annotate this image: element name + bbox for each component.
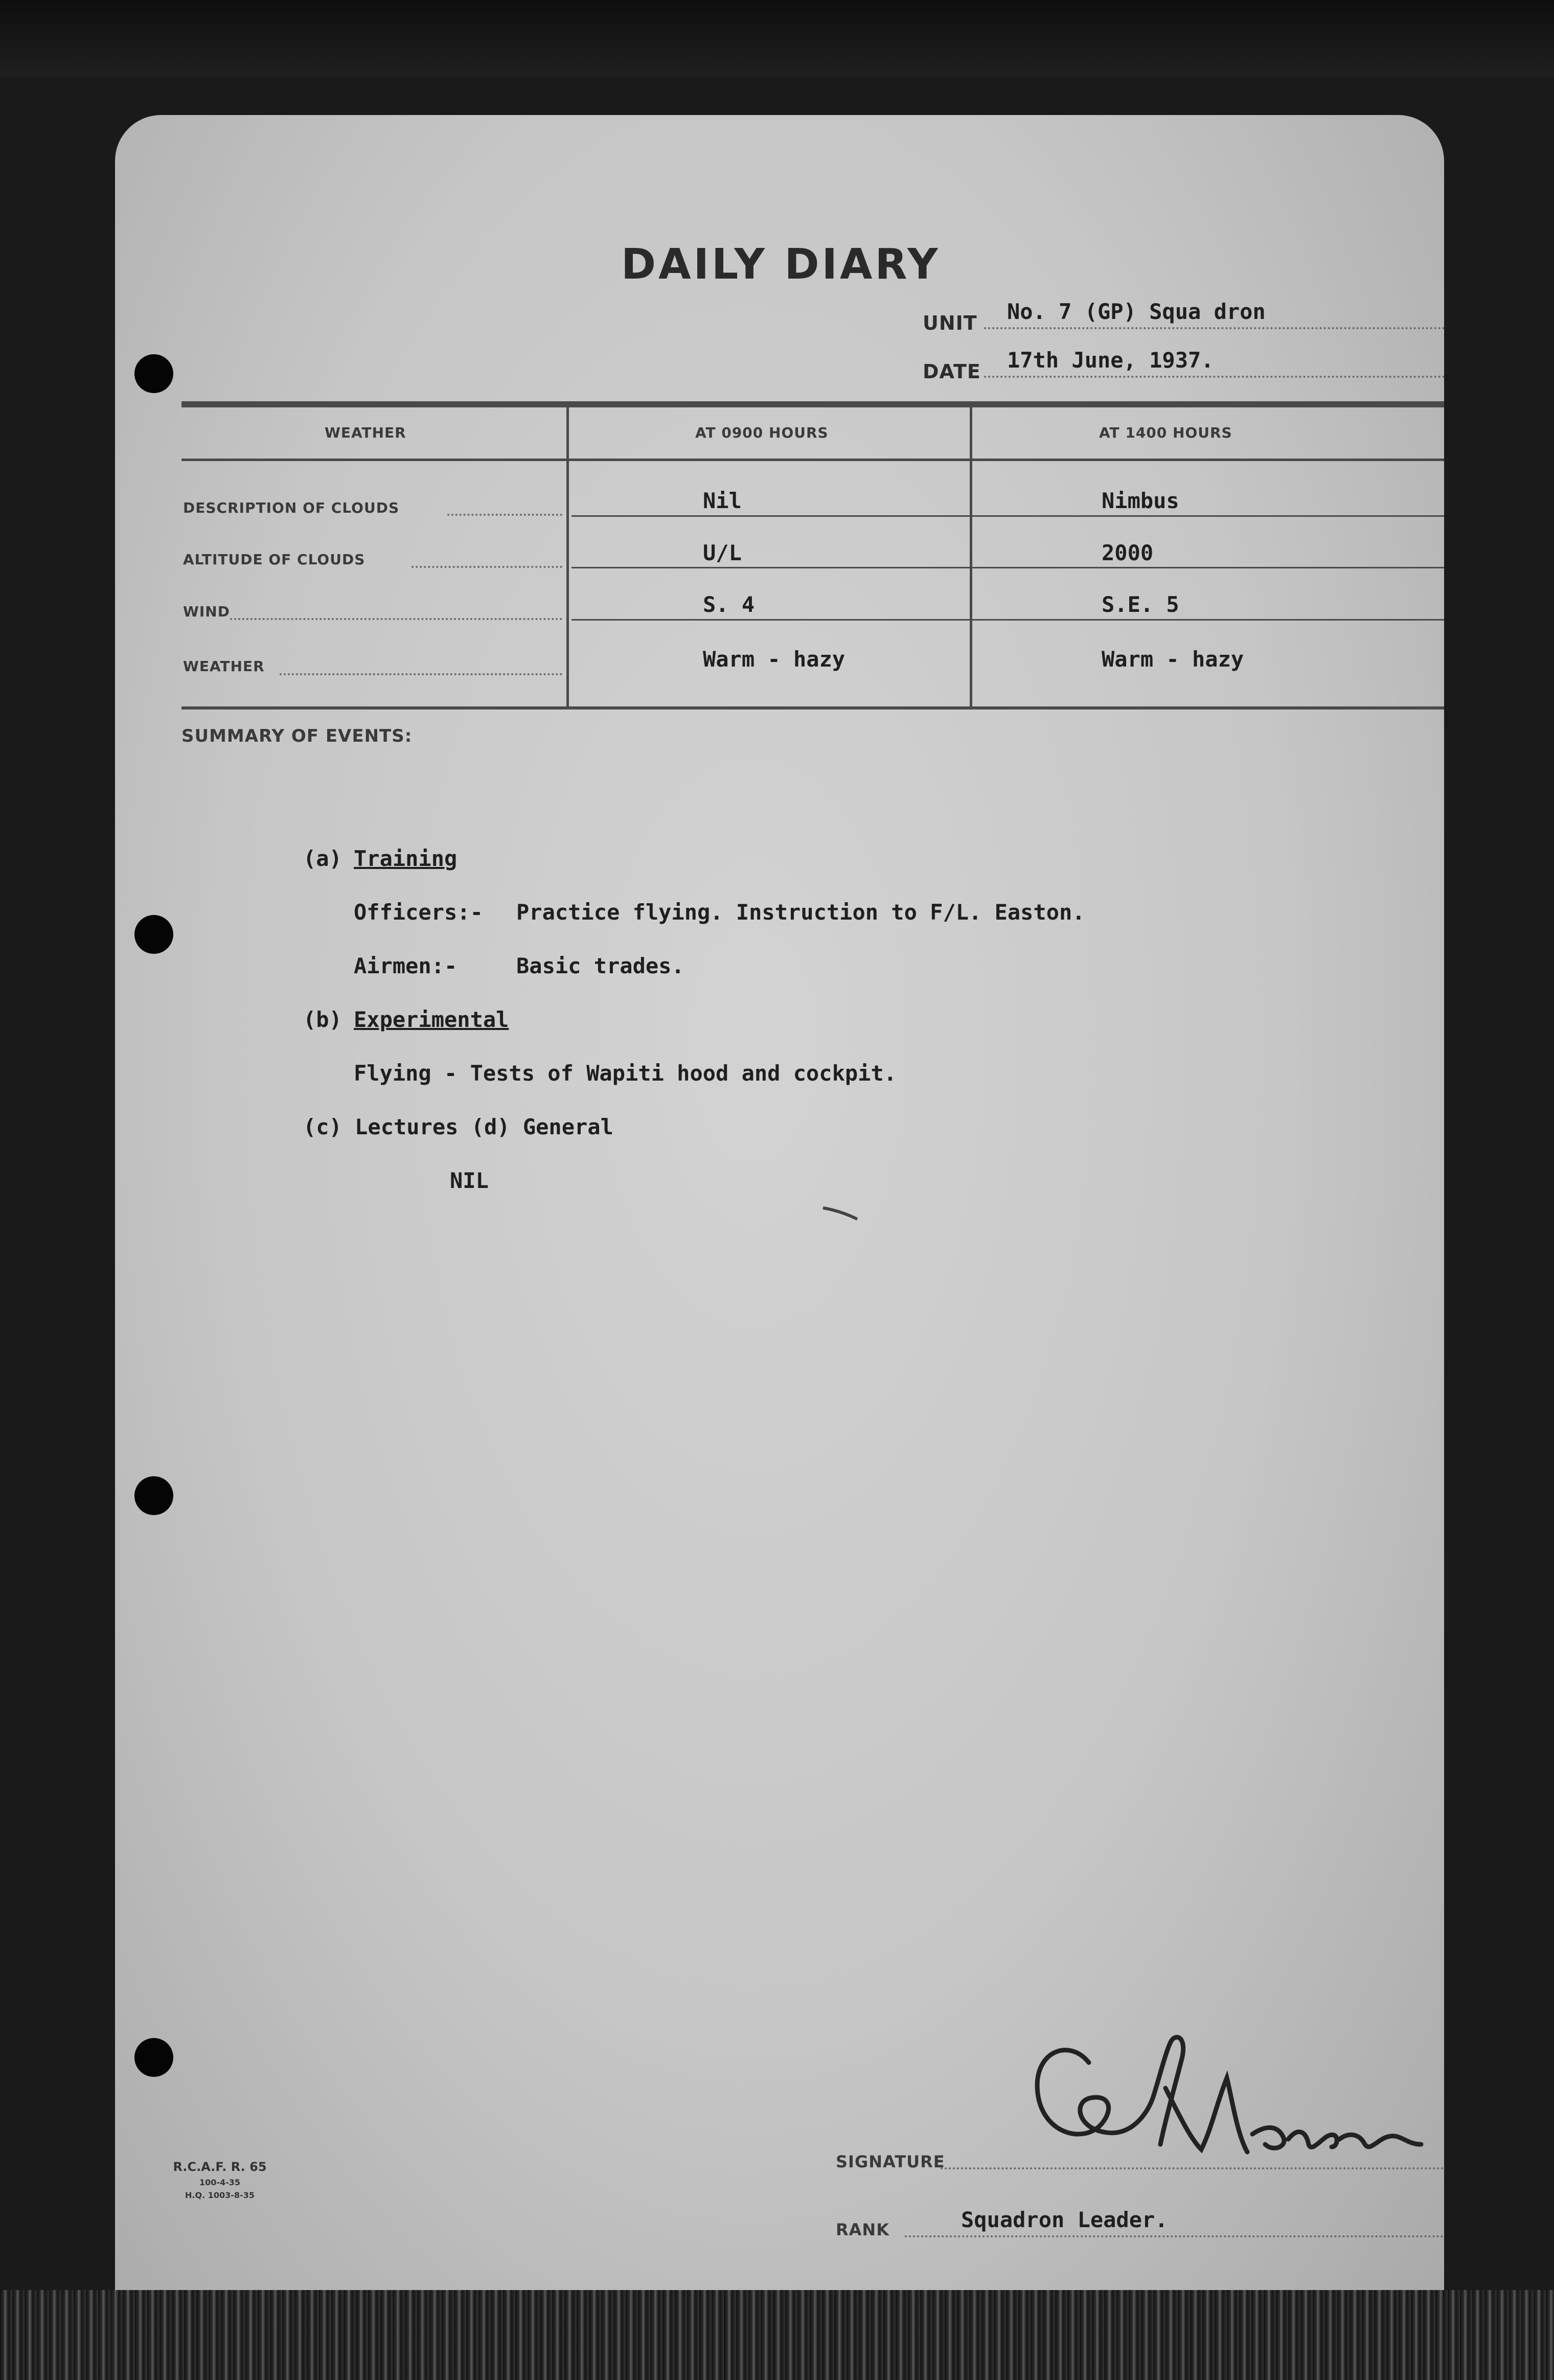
- officers-text: Practice flying. Instruction to F/L. Easton.: [516, 900, 1085, 925]
- lectures-general-line: (c) Lectures (d) General: [303, 1114, 613, 1139]
- rank-value: Squadron Leader.: [961, 2207, 1168, 2232]
- table-header-1400: AT 1400 HOURS: [1099, 424, 1232, 441]
- table-header-weather: WEATHER: [325, 424, 406, 441]
- cell-clouds-1400: Nimbus: [1102, 488, 1179, 513]
- binder-hole: [134, 354, 173, 393]
- unit-value: No. 7 (GP) Squa dron: [1007, 299, 1266, 324]
- row-dotted-line: [412, 566, 562, 568]
- cell-wind-0900: S. 4: [703, 592, 755, 617]
- rank-dotted-line: [905, 2235, 1444, 2237]
- page-title: DAILY DIARY: [621, 240, 941, 289]
- row-dotted-line: [447, 514, 562, 516]
- experimental-title: Experimental: [354, 1007, 509, 1032]
- table-column-divider: [566, 407, 569, 709]
- airmen-label: Airmen:-: [354, 953, 458, 978]
- cell-altitude-1400: 2000: [1102, 540, 1154, 565]
- row-label-weather: WEATHER: [183, 658, 265, 675]
- binder-hole: [134, 2038, 173, 2077]
- table-column-divider: [970, 407, 972, 709]
- cell-weather-0900: Warm - hazy: [703, 647, 845, 672]
- row-dotted-line: [280, 673, 562, 675]
- experimental-marker: (b): [303, 1007, 342, 1032]
- row-rule: [572, 515, 1444, 517]
- row-rule: [572, 619, 1444, 621]
- form-code-line3: H.Q. 1003-8-35: [185, 2190, 255, 2200]
- row-rule: [572, 567, 1444, 568]
- table-header-rule: [181, 459, 1444, 461]
- film-border-top: [0, 0, 1554, 77]
- cell-clouds-0900: Nil: [703, 488, 742, 513]
- row-label-altitude-of-clouds: ALTITUDE OF CLOUDS: [183, 551, 365, 568]
- binder-hole: [134, 915, 173, 954]
- cell-weather-1400: Warm - hazy: [1102, 647, 1244, 672]
- training-marker: (a): [303, 846, 342, 871]
- handwritten-signature: [1012, 2017, 1444, 2185]
- cell-wind-1400: S.E. 5: [1102, 592, 1179, 617]
- unit-label: UNIT: [923, 312, 977, 334]
- signature-label: SIGNATURE: [836, 2152, 945, 2171]
- binder-hole: [134, 1476, 173, 1515]
- table-top-rule: [181, 401, 1444, 407]
- form-code-line2: 100-4-35: [199, 2178, 241, 2187]
- rank-label: RANK: [836, 2220, 889, 2239]
- diary-page: [115, 115, 1444, 2326]
- cell-altitude-0900: U/L: [703, 540, 742, 565]
- nil-text: NIL: [450, 1168, 489, 1193]
- table-header-0900: AT 0900 HOURS: [695, 424, 829, 441]
- training-title: Training: [354, 846, 458, 871]
- date-dotted-line: [984, 376, 1444, 378]
- date-label: DATE: [923, 360, 981, 383]
- row-label-wind: WIND: [183, 603, 230, 620]
- unit-dotted-line: [984, 327, 1444, 329]
- airmen-text: Basic trades.: [516, 953, 684, 978]
- flying-text: Flying - Tests of Wapiti hood and cockpit.: [354, 1061, 897, 1086]
- summary-heading: SUMMARY OF EVENTS:: [181, 726, 413, 746]
- row-label-description-of-clouds: DESCRIPTION OF CLOUDS: [183, 499, 400, 516]
- officers-label: Officers:-: [354, 900, 483, 925]
- form-code: R.C.A.F. R. 65: [173, 2160, 267, 2174]
- table-bottom-rule: [181, 706, 1444, 710]
- date-value: 17th June, 1937.: [1007, 348, 1214, 373]
- film-border-bottom: [0, 2290, 1554, 2380]
- row-dotted-line: [230, 618, 562, 620]
- pen-mark: [820, 1204, 861, 1224]
